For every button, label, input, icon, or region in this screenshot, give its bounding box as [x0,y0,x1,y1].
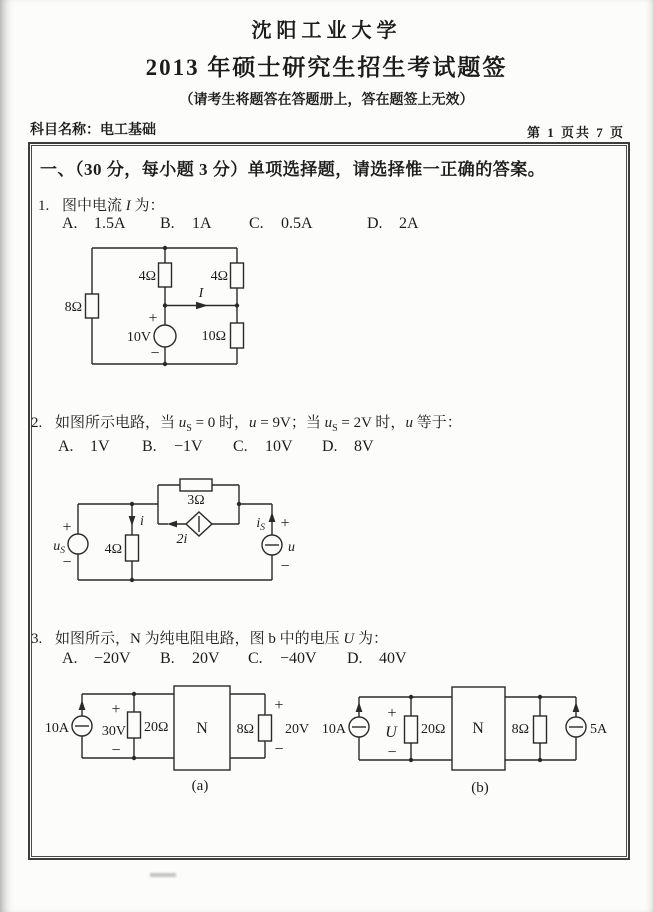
resistor-label: 4Ω [138,269,156,284]
option-key: A. [62,215,78,232]
var-us: u [178,415,187,431]
resistor-label: 3Ω [187,493,205,508]
option-value: 1V [90,438,110,455]
option-key: B. [160,215,175,232]
q3-circuit-b [320,676,620,801]
option-value: −40V [280,650,317,667]
voltage-source-us [53,519,88,571]
stem-text: 为： [130,198,165,214]
resistor-20ohm [102,701,169,759]
minus-sign: − [150,345,160,362]
q1-option-b [160,215,212,233]
exam-note: （请考生将题答在答题册上，答在题签上无效） [179,93,474,108]
plus-sign: + [387,705,397,722]
q3-option-c [248,650,317,668]
current-label: I [198,286,204,301]
source-label: 10A [44,721,69,736]
option-value: −20V [94,650,131,667]
voltage-source-10v [127,310,176,362]
var-u: u [249,415,257,431]
question-number: 2. [31,415,43,431]
source-label: 10V [126,330,151,345]
stem-text: 如图所示，N 为纯电阻电路，图 b 中的电压 [55,631,344,647]
option-value: 40V [379,650,407,667]
q1-circuit-diagram [55,242,255,372]
resistor-8ohm [65,294,99,318]
resistor-8ohm [237,697,310,758]
option-value: −1V [174,438,203,455]
var-I: I [125,198,131,214]
current-source-5a [566,702,608,737]
resistor-4ohm-middle [139,263,172,287]
subfigure-caption: (a) [191,778,209,794]
voltage-label: 30V [101,724,126,739]
voltage-label: u [288,540,295,555]
exam-title: 2013 年硕士研究生招生考试题签 [145,55,508,80]
plus-sign: + [62,519,72,536]
current-label: i [140,514,144,529]
stem-text: 如图所示电路，当 [55,415,179,431]
resistor-label: 20Ω [421,722,446,737]
current-source-10a [45,700,92,736]
resistor-label: 8Ω [64,300,82,315]
university-name: 沈阳工业大学 [251,20,402,42]
dependent-current-source-2i [167,512,212,547]
network-label: N [472,720,484,737]
stem-text: = 2V 时， [337,415,406,431]
question-1-stem [38,194,165,215]
resistor-label: 10Ω [201,329,226,344]
minus-sign: − [387,744,397,761]
question-number: 3. [31,631,43,647]
resistor-label: 4Ω [210,269,228,284]
stem-text: = 0 时， [191,415,250,431]
network-label: N [196,720,208,737]
q2-option-a [58,438,110,456]
network-box-n [452,687,505,770]
section-heading: 一、（30 分，每小题 3 分）单项选择题，请选择惟一正确的答案。 [40,160,546,179]
option-key: D. [347,650,363,667]
option-value: 8V [354,438,374,455]
minus-sign: − [62,554,72,571]
q1-option-d [367,215,419,233]
option-value: 1.5A [94,215,126,232]
plus-sign: + [280,515,290,532]
source-label: 5A [590,722,608,737]
resistor-3ohm [180,479,212,508]
subject-name: 科目名称：电工基础 [30,123,156,138]
option-key: D. [367,215,383,232]
source-label: 2i [176,532,188,547]
page-number: 第 1 页共 7 页 [526,125,625,140]
q3-option-a [62,650,131,668]
resistor-label: 20Ω [144,720,169,735]
option-key: B. [142,438,157,455]
network-box-n [174,686,230,770]
q3-option-d [347,650,407,668]
q2-option-c [233,438,293,456]
source-label: 10A [321,722,346,737]
subfigure-caption: (b) [471,780,489,796]
q2-option-d [322,438,374,456]
var-U: U [343,631,355,647]
resistor-8ohm [512,716,547,743]
resistor-label: 8Ω [511,722,529,737]
option-key: C. [233,438,248,455]
minus-sign: − [280,558,290,575]
question-number: 1. [38,198,50,214]
current-source-is [256,512,295,575]
option-key: C. [249,215,264,232]
stem-text: 为： [354,631,388,647]
q1-option-c [249,215,313,233]
plus-sign: + [148,310,158,327]
resistor-label: 8Ω [236,722,254,737]
minus-sign: − [274,741,284,758]
q3-circuit-a [42,676,312,801]
option-key: A. [58,438,74,455]
resistor-20ohm [385,705,445,761]
option-value: 10V [265,438,293,455]
option-value: 2A [399,215,419,232]
resistor-label: 4Ω [104,542,122,557]
source-label: $u_S$ [53,539,65,556]
option-key: D. [322,438,338,455]
source-label: $i_S$ [256,516,265,533]
q3-option-b [160,650,220,668]
plus-sign: + [274,697,284,714]
stem-text: = 9V；当 [256,415,325,431]
stem-text: 等于： [412,415,462,431]
var-us: u [324,415,333,431]
option-key: B. [160,650,175,667]
wires [78,485,272,580]
current-source-10a [322,702,369,737]
var-sub: S [186,423,192,434]
q2-circuit-diagram [36,474,336,594]
question-3-stem [31,627,388,648]
resistor-4ohm [105,514,144,561]
option-value: 0.5A [281,215,313,232]
resistor-10ohm [202,323,244,348]
var-u: u [405,415,413,431]
plus-sign: + [111,701,121,718]
option-key: C. [248,650,263,667]
voltage-label: U [385,724,397,741]
current-arrow-I [196,286,208,309]
stem-text: 图中电流 [62,198,126,214]
minus-sign: − [111,742,121,759]
option-value: 20V [192,650,220,667]
q1-option-a [62,215,126,233]
q2-option-b [142,438,203,456]
resistor-4ohm-right [211,263,244,288]
option-value: 1A [192,215,212,232]
question-2-stem [31,411,462,434]
option-key: A. [62,650,78,667]
voltage-label: 20V [285,722,310,737]
scan-smudge [150,873,176,877]
var-sub: S [332,423,338,434]
